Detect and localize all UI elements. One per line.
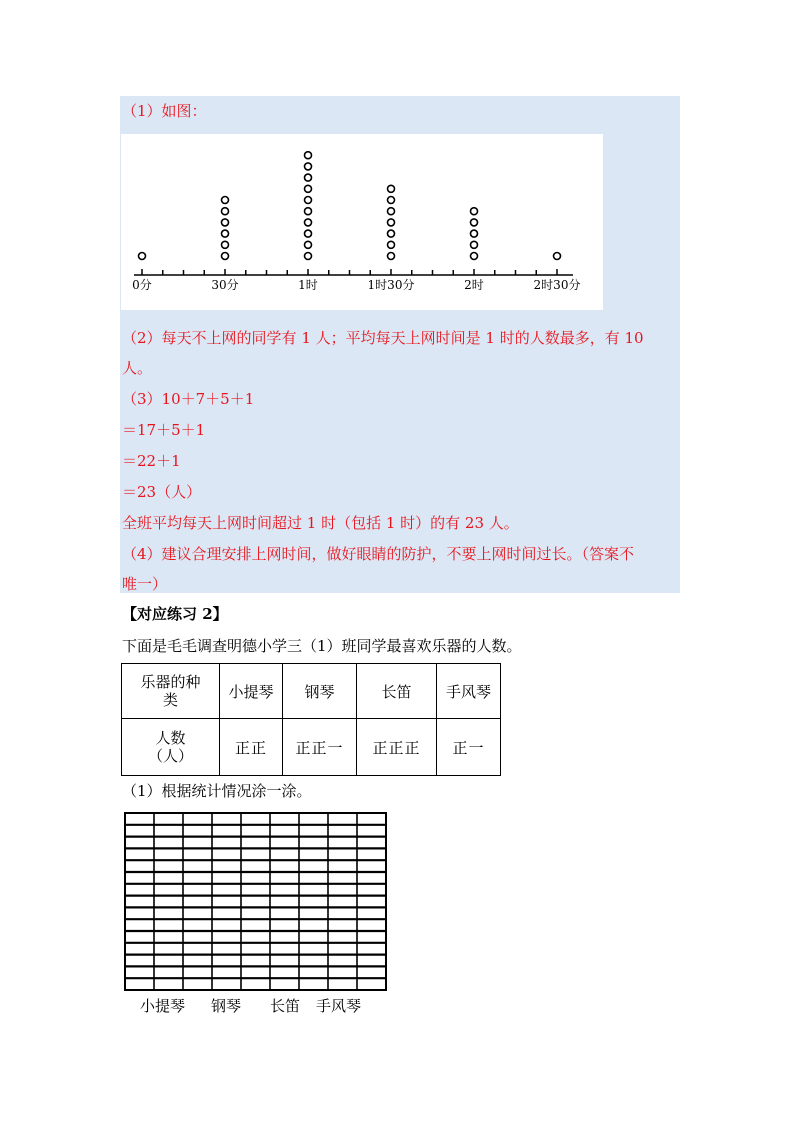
tick-label: 1时30分 bbox=[367, 278, 415, 292]
grid-label-piano: 钢琴 bbox=[211, 997, 242, 1015]
row-label-line2: （人） bbox=[147, 747, 193, 765]
coloring-grid[interactable] bbox=[124, 812, 388, 992]
data-dot bbox=[139, 253, 146, 260]
answer-part3-line4: ＝23（人） bbox=[122, 483, 202, 501]
exercise-intro: 下面是毛毛调查明德小学三（1）班同学最喜欢乐器的人数。 bbox=[122, 637, 522, 655]
grid-border bbox=[125, 813, 386, 990]
dot-plot-svg bbox=[121, 134, 603, 310]
data-dot bbox=[305, 197, 312, 204]
answer-part3-line1: （3）10＋7＋5＋1 bbox=[122, 390, 255, 408]
data-dot bbox=[222, 219, 229, 226]
tally-accordion: 正一 bbox=[437, 719, 501, 776]
data-dot bbox=[471, 253, 478, 260]
data-dot bbox=[471, 219, 478, 226]
data-dot bbox=[388, 185, 395, 192]
data-dot bbox=[305, 230, 312, 237]
data-dot bbox=[305, 241, 312, 248]
data-dot bbox=[388, 208, 395, 215]
data-dot bbox=[305, 219, 312, 226]
answer-part3-line2: ＝17＋5＋1 bbox=[122, 421, 206, 439]
data-dot bbox=[305, 185, 312, 192]
data-dot bbox=[388, 253, 395, 260]
answer-part4-line2: 唯一） bbox=[122, 575, 168, 593]
answer-part2-line1: （2）每天不上网的同学有 1 人；平均每天上网时间是 1 时的人数最多，有 10 bbox=[122, 329, 644, 347]
exercise-heading: 【对应练习 2】 bbox=[122, 605, 228, 623]
data-dot bbox=[222, 230, 229, 237]
data-dot bbox=[305, 163, 312, 170]
instrument-violin: 小提琴 bbox=[220, 664, 283, 719]
data-dot bbox=[554, 253, 561, 260]
instrument-accordion: 手风琴 bbox=[437, 664, 501, 719]
data-dot bbox=[388, 219, 395, 226]
data-dot bbox=[305, 253, 312, 260]
table-header-label bbox=[122, 664, 220, 719]
tick-label: 1时 bbox=[298, 278, 318, 292]
grid-label-accordion: 手风琴 bbox=[316, 997, 362, 1015]
tick-label: 2时30分 bbox=[533, 278, 581, 292]
data-dot bbox=[388, 197, 395, 204]
data-dot bbox=[388, 230, 395, 237]
instrument-flute: 长笛 bbox=[357, 664, 437, 719]
grid-label-violin: 小提琴 bbox=[140, 997, 186, 1015]
dot-plot-chart bbox=[121, 134, 603, 310]
answer-part1-label: （1）如图： bbox=[122, 102, 207, 120]
data-dot bbox=[222, 208, 229, 215]
answer-part3-conclusion: 全班平均每天上网时间超过 1 时（包括 1 时）的有 23 人。 bbox=[122, 514, 519, 532]
tick-label: 30分 bbox=[211, 278, 239, 292]
instrument-piano: 钢琴 bbox=[283, 664, 357, 719]
answer-part3-line3: ＝22＋1 bbox=[122, 452, 181, 470]
data-dot bbox=[471, 208, 478, 215]
data-dot bbox=[222, 253, 229, 260]
instrument-table bbox=[121, 663, 501, 776]
answer-part4-line1: （4）建议合理安排上网时间，做好眼睛的防护，不要上网时间过长。（答案不 bbox=[122, 545, 635, 563]
tally-flute: 正正正 bbox=[357, 719, 437, 776]
data-dot bbox=[305, 208, 312, 215]
data-dot bbox=[305, 174, 312, 181]
data-dot bbox=[388, 241, 395, 248]
tick-label: 0分 bbox=[132, 278, 152, 292]
exercise-q1: （1）根据统计情况涂一涂。 bbox=[122, 782, 312, 800]
header-label-line1: 乐器的种 bbox=[140, 673, 201, 691]
grid-label-flute: 长笛 bbox=[270, 997, 301, 1015]
answer-part2-line2: 人。 bbox=[122, 359, 153, 377]
tick-label: 2时 bbox=[464, 278, 484, 292]
tally-violin: 正正 bbox=[220, 719, 283, 776]
data-dot bbox=[471, 230, 478, 237]
data-dot bbox=[222, 197, 229, 204]
data-dot bbox=[222, 241, 229, 248]
tally-piano: 正正一 bbox=[283, 719, 357, 776]
data-dot bbox=[305, 152, 312, 159]
data-dot bbox=[471, 241, 478, 248]
header-label-line2: 类 bbox=[162, 691, 178, 709]
table-row-label bbox=[122, 719, 220, 776]
row-label-line1: 人数 bbox=[155, 729, 186, 747]
